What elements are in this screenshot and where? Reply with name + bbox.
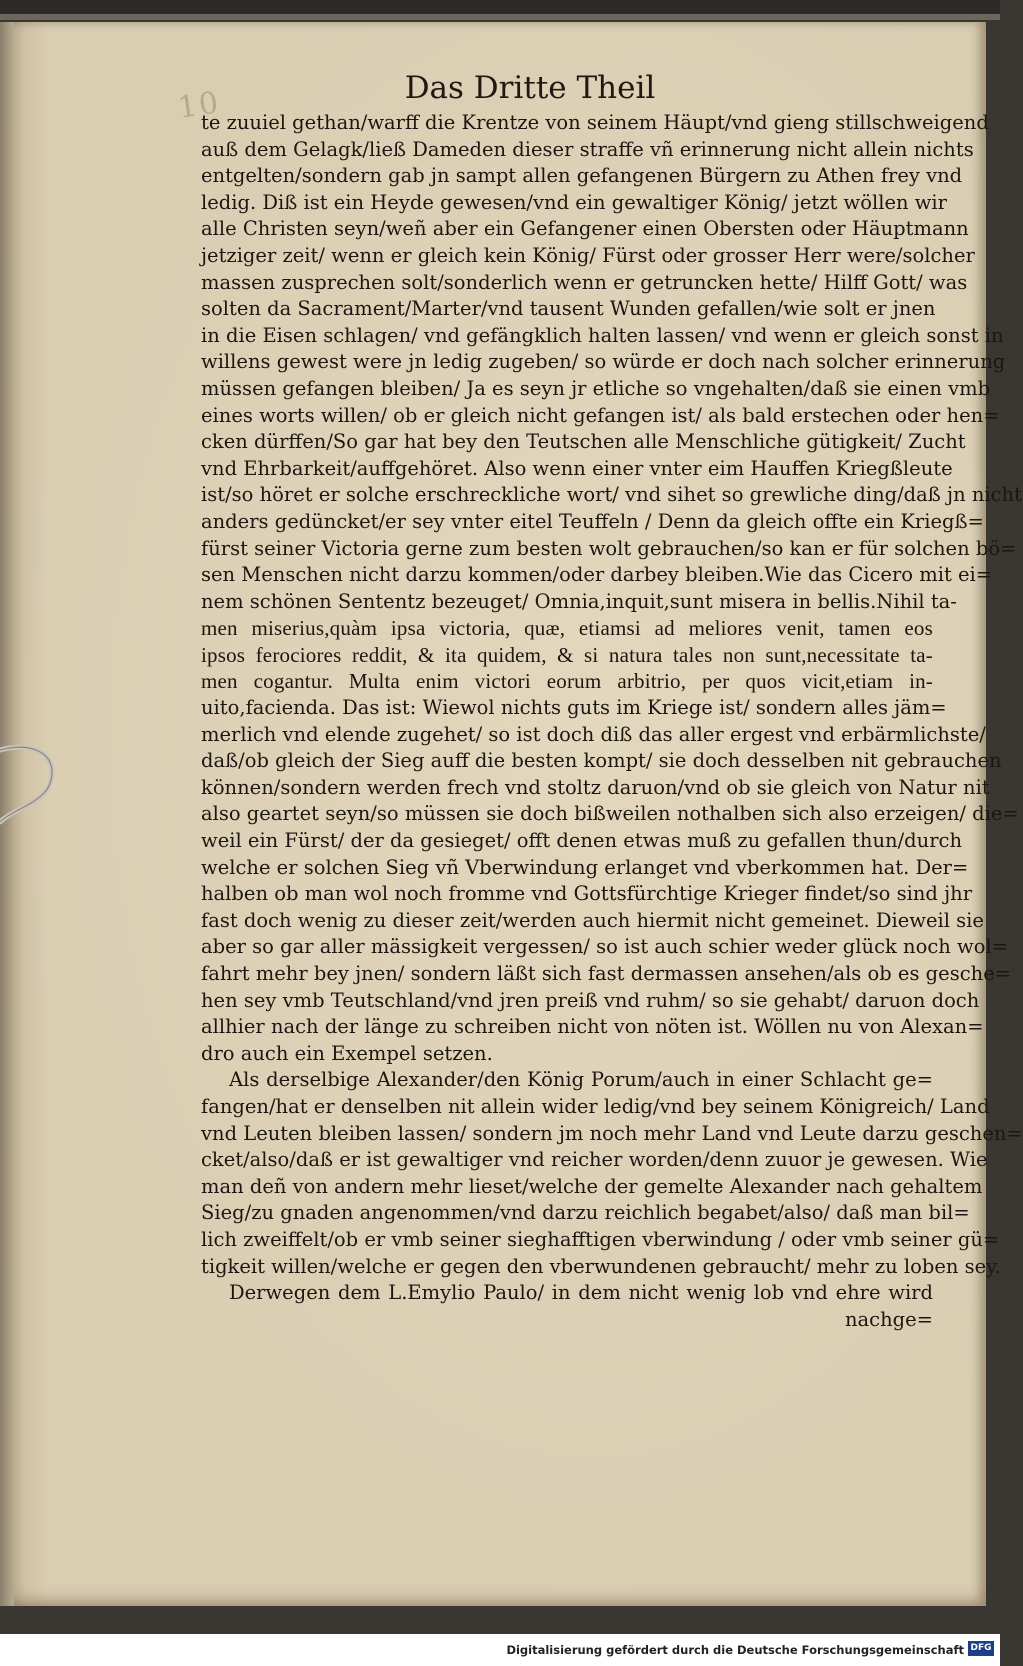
text-line: Sieg/zu gnaden angenommen/vnd darzu reichlich begabet/also/ daß man bil= [201,1201,970,1225]
text-line: ist/so höret er solche erschreckliche wort/ vnd sihet so grewliche ding/daß jn nicht [201,483,1022,507]
text-line: ledig. Diß ist ein Heyde gewesen/vnd ein gewaltiger König/ jetzt wöllen wir [201,190,947,214]
text-line: halben ob man wol noch fromme vnd Gottsfürchtige Krieger findet/so sind jhr [201,882,973,906]
body-text [201,110,1023,1333]
text-line: weil ein Fürst/ der da gesieget/ offt denen etwas muß zu gefallen thun/durch [201,829,963,853]
text-line: lich zweiffelt/ob er vmb seiner sieghafftigen vberwindung / oder vmb seiner gü= [201,1227,1000,1251]
text-line: sen Menschen nicht darzu kommen/oder darbey bleiben.Wie das Cicero mit ei= [201,563,993,587]
dfg-logo: DFG [968,1641,994,1656]
text-line: in die Eisen schlagen/ vnd gefängklich halten lassen/ vnd wenn er gleich sonst in [201,323,1004,347]
funding-credit: Digitalisierung gefördert durch die Deutsche Forschungsgemeinschaft [506,1643,964,1657]
text-line: Als derselbige Alexander/den König Porum/auch in einer Schlacht ge= [229,1068,933,1092]
text-line: aber so gar aller mässigkeit vergessen/ so ist auch schier weder glück noch wol= [201,935,1009,959]
text-line: fangen/hat er denselben nit allein wider ledig/vnd bey seinem Königreich/ Land [201,1094,990,1118]
text-line: cket/also/daß er ist gewaltiger vnd reicher worden/denn zuuor je gewesen. Wie [201,1148,988,1172]
text-line: willens gewest were jn ledig zugeben/ so würde er doch nach solcher erinnerung [201,350,1006,374]
catchword: nachge= [844,1307,933,1331]
text-line: also geartet seyn/so müssen sie doch bißweilen nothalben sich also erzeigen/ die= [201,802,1019,826]
running-head: Das Dritte Theil [404,70,656,106]
paper-clip-icon [0,742,60,830]
text-line: cken dürffen/So gar hat bey den Teutschen alle Menschliche gütigkeit/ Zucht [201,430,966,454]
text-line: vnd Ehrbarkeit/auffgehöret. Also wenn einer vnter eim Hauffen Kriegßleute [201,456,953,480]
text-line: tigkeit willen/welche er gegen den vberwundenen gebraucht/ mehr zu loben sey. [201,1254,1001,1278]
text-line: vnd Leuten bleiben lassen/ sondern jm noch mehr Land vnd Leute darzu geschen= [201,1121,1023,1145]
text-line: hen sey vmb Teutschland/vnd jren preiß vnd ruhm/ so sie gehabt/ daruon doch [201,988,980,1012]
text-line: man deñ von andern mehr lieset/welche der gemelte Alexander nach gehaltem [201,1174,983,1198]
latin-text-line: men cogantur. Multa enim victori eorum arbitrio, per quos vicit,etiam in- [201,669,933,694]
text-line: fast doch wenig zu dieser zeit/werden auch hiermit nicht gemeinet. Dieweil sie [201,908,984,932]
text-line: können/sondern werden frech vnd stoltz daruon/vnd ob sie gleich von Natur nit [201,775,990,799]
text-line: auß dem Gelagk/ließ Dameden dieser straffe vñ erinnerung nicht allein nichts [201,137,974,161]
margin-page-number: 10 [175,85,223,126]
latin-text-line: men miserius,quàm ipsa victoria, quæ, etiamsi ad meliores venit, tamen eos [201,616,933,641]
footer-bar [0,1634,1000,1666]
text-line: merlich vnd elende zugehet/ so ist doch diß das aller ergest vnd erbärmlichste/ [201,722,986,746]
text-line: dro auch ein Exempel setzen. [201,1041,493,1065]
text-line: fahrt mehr bey jnen/ sondern läßt sich fast dermassen ansehen/als ob es gesche= [201,962,1012,985]
latin-text-line: ipsos ferociores reddit, & ita quidem, & si natura tales non sunt,necessitate ta- [201,642,933,667]
text-line: te zuuiel gethan/warff die Krentze von seinem Häupt/vnd gieng stillschweigend [201,111,989,134]
text-line: uito,facienda. Das ist: Wiewol nichts guts im Kriege ist/ sondern alles jäm= [201,696,947,720]
text-line: allhier nach der länge zu schreiben nicht von nöten ist. Wöllen nu von Alexan= [201,1015,984,1039]
text-line: entgelten/sondern gab jn sampt allen gefangenen Bürgern zu Athen frey vnd [201,164,963,188]
text-line: welche er solchen Sieg vñ Vberwindung erlanget vnd vberkommen hat. Der= [201,855,969,879]
text-line: fürst seiner Victoria gerne zum besten wolt gebrauchen/so kan er für solchen bö= [201,536,1017,560]
text-line: daß/ob gleich der Sieg auff die besten kompt/ sie doch desselben nit gebrauchen [201,749,1002,773]
text-line: nem schönen Sententz bezeuget/ Omnia,inquit,sunt misera in bellis.Nihil ta- [201,589,957,613]
text-line: müssen gefangen bleiben/ Ja es seyn jr etliche so vngehalten/daß sie einen vmb [201,376,991,400]
text-line: anders gedüncket/er sey vnter eitel Teuffeln / Denn da gleich offte ein Kriegß= [201,509,984,533]
text-line: jetziger zeit/ wenn er gleich kein König/ Fürst oder grosser Herr were/solcher [201,243,975,267]
text-line: eines worts willen/ ob er gleich nicht gefangen ist/ als bald erstechen oder hen= [201,403,1000,427]
text-line: solten da Sacrament/Marter/vnd tausent Wunden gefallen/wie solt er jnen [201,297,936,321]
text-line: massen zusprechen solt/sonderlich wenn er getruncken hette/ Hilff Gott/ was [201,270,968,294]
text-line: alle Christen seyn/weñ aber ein Gefangener einen Obersten oder Häuptmann [201,217,969,241]
text-line: Derwegen dem L.Emylio Paulo/ in dem nicht wenig lob vnd ehre wird [229,1281,933,1305]
